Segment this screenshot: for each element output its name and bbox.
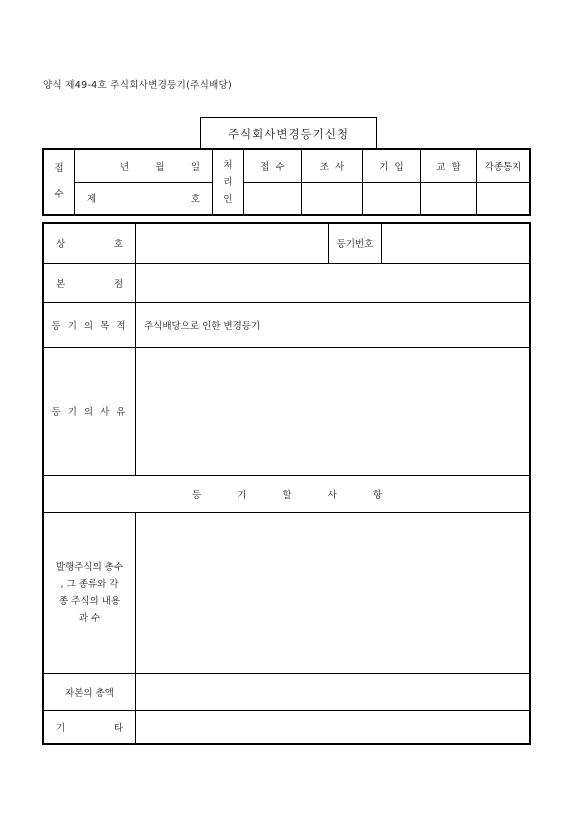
head-office-char: 점: [113, 278, 123, 290]
other-label: [43, 710, 136, 744]
check-blank[interactable]: [421, 182, 477, 215]
shares-field[interactable]: [136, 512, 531, 673]
receipt-label-cell: [43, 149, 75, 215]
handler-char: 리: [223, 176, 233, 188]
receipt-blank[interactable]: [244, 182, 302, 215]
shares-label-line: 발행주식의 총수: [55, 561, 124, 573]
purpose-field[interactable]: 주식배당으로 인한 변경등기: [136, 302, 531, 347]
number-prefix: 제: [87, 194, 97, 206]
other-char: 타: [113, 722, 123, 734]
handler-char: 인: [223, 193, 233, 205]
shares-label: [43, 512, 136, 673]
capital-field[interactable]: [136, 673, 531, 710]
trade-name-char: 상: [56, 239, 66, 251]
receipt-char: 접: [54, 163, 64, 174]
receipt-char: 수: [54, 189, 64, 200]
col-receipt: 접 수: [244, 149, 302, 182]
heading-char: 기: [237, 489, 247, 501]
notices-blank[interactable]: [477, 182, 531, 215]
other-char: 기: [56, 722, 66, 734]
head-office-char: 본: [56, 278, 66, 290]
month-label: 월: [155, 161, 165, 173]
col-entry: 기 입: [363, 149, 421, 182]
shares-label-line: , 그 종류와 각: [60, 578, 119, 590]
other-field[interactable]: [136, 710, 531, 744]
receipt-date-cell[interactable]: [75, 149, 213, 182]
shares-label-line: 종 주식의 내용: [58, 595, 121, 607]
items-heading: [43, 475, 530, 512]
receipt-number-cell[interactable]: [75, 182, 213, 215]
col-check: 교 합: [421, 149, 477, 182]
main-form-table: [42, 222, 531, 745]
heading-char: 항: [372, 489, 382, 501]
col-notices: 각종통지: [477, 149, 531, 182]
registration-number-field[interactable]: [382, 223, 531, 263]
col-review: 조 사: [302, 149, 363, 182]
cause-field[interactable]: [136, 347, 531, 475]
handler-cell: [213, 149, 244, 215]
purpose-label: 등 기 의 목 적: [43, 302, 136, 347]
heading-char: 사: [327, 489, 337, 501]
shares-label-line: 과 수: [78, 612, 101, 624]
receipt-table: [42, 148, 531, 216]
year-label: 년: [120, 161, 130, 173]
trade-name-label: [43, 223, 136, 263]
trade-name-char: 호: [113, 239, 123, 251]
entry-blank[interactable]: [363, 182, 421, 215]
capital-label: 자본의 총액: [43, 673, 136, 710]
day-label: 일: [190, 161, 200, 173]
trade-name-field[interactable]: [136, 223, 329, 263]
head-office-label: [43, 263, 136, 302]
heading-char: 등: [192, 489, 202, 501]
handler-char: 처: [223, 159, 233, 171]
review-blank[interactable]: [302, 182, 363, 215]
head-office-field[interactable]: [136, 263, 531, 302]
heading-char: 할: [282, 489, 292, 501]
form-number-label: 양식 제49-4호 주식회사변경등기(주식배당): [43, 80, 233, 91]
cause-label: 등 기 의 사 유: [43, 347, 136, 475]
number-suffix: 호: [190, 194, 200, 206]
registration-number-label: 등기번호: [329, 223, 382, 263]
form-title: 주식회사변경등기신청: [200, 117, 377, 149]
